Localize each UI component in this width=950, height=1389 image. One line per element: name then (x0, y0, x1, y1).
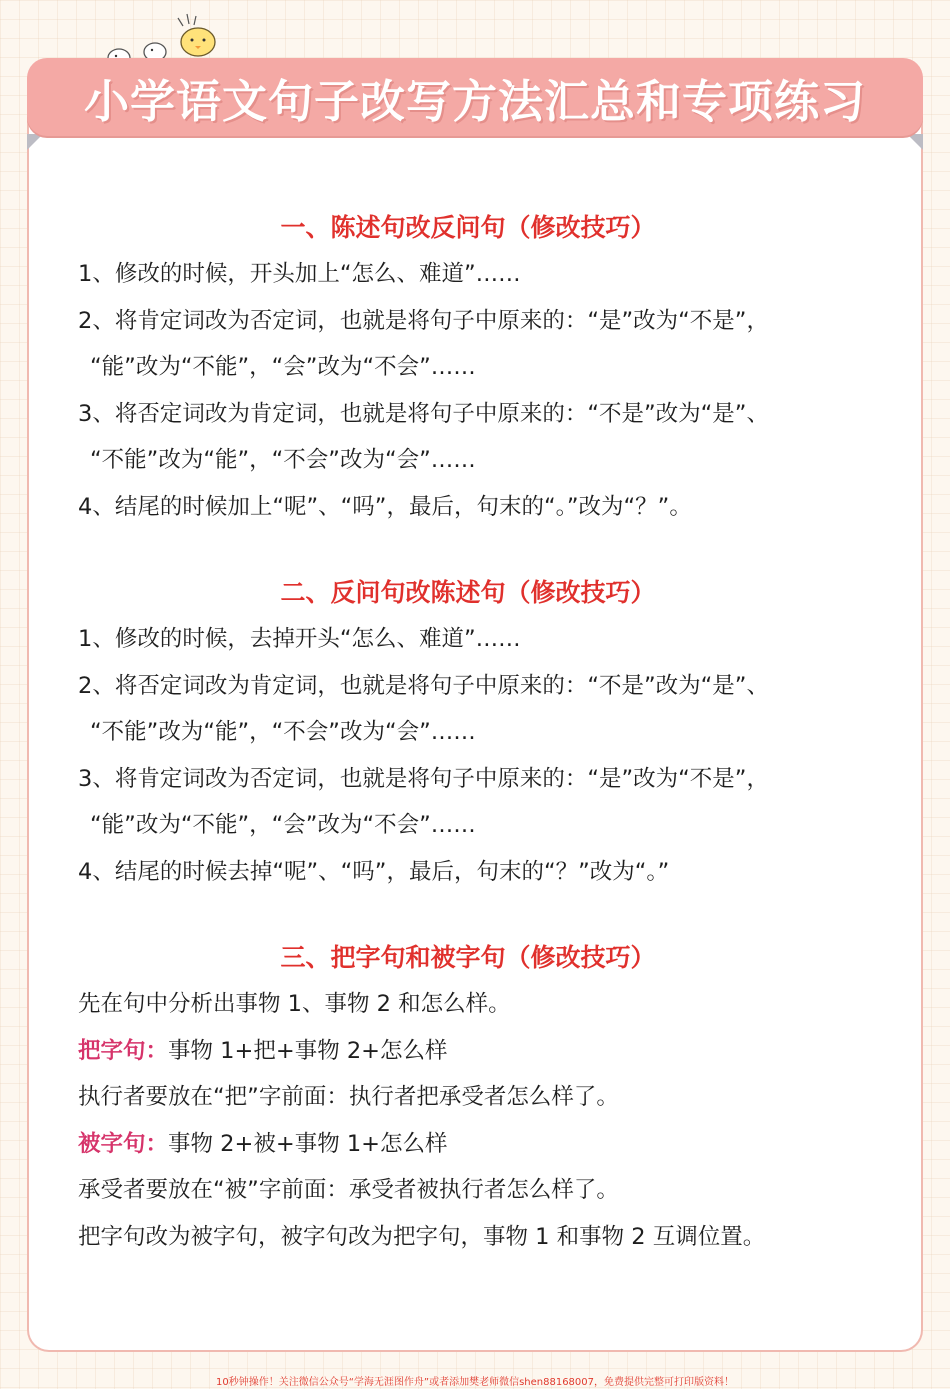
page-title: 小学语文句子改写方法汇总和专项练习 (83, 74, 866, 128)
rule-line: 3、将否定词改为肯定词，也就是将句子中原来的：“不是”改为“是”、 (78, 400, 769, 427)
banner-fold-right (907, 134, 923, 150)
rule-line: 3、将肯定词改为否定词，也就是将句子中原来的：“是”改为“不是”， (78, 765, 769, 792)
rule-line: “能”改为“不能”，“会”改为“不会”…… (90, 354, 476, 380)
rule-line: 把字句改为被字句，被字句改为把字句，事物 1 和事物 2 互调位置。 (78, 1223, 766, 1250)
rule-line: “不能”改为“能”，“不会”改为“会”…… (90, 447, 476, 473)
content-body (78, 205, 898, 1260)
section-heading: 二、反问句改陈述句（修改技巧） (280, 578, 656, 607)
section-heading: 三、把字句和被字句（修改技巧） (280, 943, 656, 972)
bei-formula: 事物 2+被+事物 1+怎么样 (168, 1130, 448, 1157)
footer-notice: 10秒钟操作！关注微信公众号“学海无涯图作舟”或者添加樊老师微信shen88168007，免费提供完整可打印版资料！ (215, 1377, 735, 1388)
section-rhetorical-to-statement (78, 570, 898, 895)
ba-formula: 事物 1+把+事物 2+怎么样 (168, 1037, 448, 1064)
rule-line: 先在句中分析出事物 1、事物 2 和怎么样。 (78, 991, 511, 1017)
rule-line: “不能”改为“能”，“不会”改为“会”…… (90, 719, 476, 745)
banner-fold-left (27, 134, 43, 150)
bei-formula-line (78, 1121, 898, 1168)
rule-line: 2、将肯定词改为否定词，也就是将句子中原来的：“是”改为“不是”， (78, 307, 769, 334)
rule-line: 1、修改的时候，去掉开头“怎么、难道”…… (78, 626, 521, 652)
rule-line: 1、修改的时候，开头加上“怎么、难道”…… (78, 261, 521, 287)
bei-label: 被字句： (78, 1130, 169, 1157)
rule-line: 执行者要放在“把”字前面：执行者把承受者怎么样了。 (78, 1084, 619, 1110)
title-banner (27, 58, 923, 136)
rule-line: 2、将否定词改为肯定词，也就是将句子中原来的：“不是”改为“是”、 (78, 672, 769, 699)
rule-line: 承受者要放在“被”字前面：承受者被执行者怎么样了。 (78, 1177, 619, 1203)
section-heading: 一、陈述句改反问句（修改技巧） (280, 213, 656, 242)
rule-line: 4、结尾的时候加上“呢”、“吗”，最后，句末的“。”改为“？”。 (78, 493, 692, 520)
ba-label: 把字句： (78, 1037, 169, 1064)
rule-line: “能”改为“不能”，“会”改为“不会”…… (90, 812, 476, 838)
ba-formula-line (78, 1028, 898, 1075)
rule-line: 4、结尾的时候去掉“呢”、“吗”，最后，句末的“？”改为“。” (78, 858, 670, 885)
section-ba-bei-sentences (78, 935, 898, 1260)
section-statement-to-rhetorical (78, 205, 898, 530)
